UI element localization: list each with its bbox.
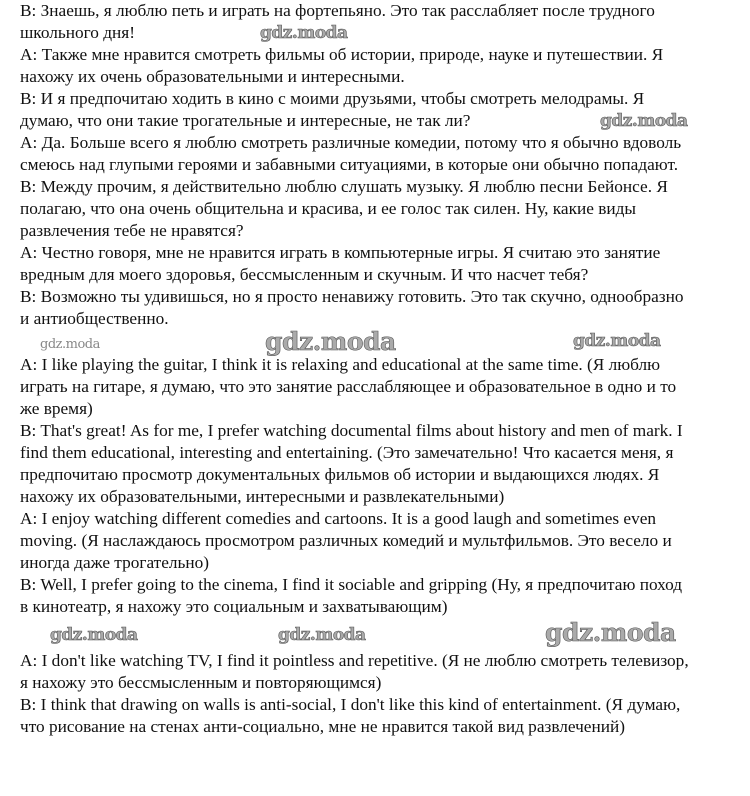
text-line: A: Честно говоря, мне не нравится играть в компьютерные игры. Я считаю это занятие (20, 243, 661, 262)
dialogue-line (20, 44, 684, 88)
dialogue-line (20, 0, 684, 44)
text-line: развлечения тебе не нравятся? (20, 221, 244, 240)
dialogue-line (20, 694, 689, 738)
dialogue-line (20, 286, 684, 330)
text-line: думаю, что они такие трогательные и интересные, не так ли? (20, 111, 471, 130)
text-line: B: Возможно ты удивишься, но я просто ненавижу готовить. Это так скучно, однообразно (20, 287, 684, 306)
dialogue-line (20, 650, 689, 694)
dialogue-line (20, 176, 684, 242)
dialogue-english-part2 (20, 508, 682, 618)
text-line: B: Знаешь, я люблю петь и играть на фортепьяно. Это так расслабляет после трудного (20, 1, 655, 20)
text-line: A: Да. Больше всего я люблю смотреть различные комедии, потому что я обычно вдоволь (20, 133, 682, 152)
watermark: gdz.moda (545, 618, 676, 647)
text-line: B: I think that drawing on walls is anti-social, I don't like this kind of entertainment. (Я думаю, (20, 695, 681, 714)
text-line: полагаю, что она очень общительна и красива, и ее голос так силен. Ну, какие виды (20, 199, 637, 218)
text-line: иногда даже трогательно) (20, 553, 210, 572)
text-line: предпочитаю просмотр документальных фильмов об истории и выдающихся людях. Я (20, 465, 660, 484)
text-line: что рисование на стенах анти-социально, мне не нравится такой вид развлечений) (20, 717, 625, 736)
dialogue-line (20, 354, 683, 420)
watermark: gdz.moda (40, 337, 100, 352)
dialogue-line (20, 420, 683, 508)
dialogue-line (20, 574, 682, 618)
watermark: gdz.moda (260, 23, 348, 43)
text-line: нахожу их очень образовательными и интересными. (20, 67, 405, 86)
text-line: A: Также мне нравится смотреть фильмы об истории, природе, науке и путешествии. Я (20, 45, 664, 64)
watermark: gdz.moda (50, 625, 138, 645)
text-line: B: И я предпочитаю ходить в кино с моими друзьями, чтобы смотреть мелодрамы. Я (20, 89, 645, 108)
text-line: смеюсь над глупыми героями и забавными ситуациями, в которые они обычно попадают. (20, 155, 679, 174)
text-line: B: That's great! As for me, I prefer watching documental films about history and men of mark. I (20, 421, 683, 440)
dialogue-line (20, 508, 682, 574)
text-line: я нахожу это бессмысленным и повторяющимся) (20, 673, 382, 692)
dialogue-line (20, 242, 684, 286)
watermark: gdz.moda (265, 327, 396, 356)
dialogue-english-part3 (20, 650, 689, 738)
watermark: gdz.moda (600, 111, 688, 131)
text-line: нахожу их образовательными, интересными и развлекательными) (20, 487, 505, 506)
watermark: gdz.moda (278, 625, 366, 645)
dialogue-russian (20, 0, 684, 330)
text-line: школьного дня! (20, 23, 135, 42)
text-line: и антиобщественно. (20, 309, 169, 328)
text-line: find them educational, interesting and entertaining. (Это замечательно! Что касается меня, я (20, 443, 674, 462)
text-line: B: Well, I prefer going to the cinema, I find it sociable and gripping (Ну, я предпочитаю поход (20, 575, 683, 594)
text-line: в кинотеатр, я нахожу это социальным и захватывающим) (20, 597, 448, 616)
text-line: играть на гитаре, я думаю, что это занятие расслабляющее и образовательное в одно и то (20, 377, 677, 396)
text-line: же время) (20, 399, 93, 418)
dialogue-line (20, 132, 684, 176)
dialogue-line (20, 88, 684, 132)
watermark: gdz.moda (573, 331, 661, 351)
text-line: moving. (Я наслаждаюсь просмотром различных комедий и мультфильмов. Это весело и (20, 531, 672, 550)
text-line: A: I don't like watching TV, I find it pointless and repetitive. (Я не люблю смотреть телевизор, (20, 651, 689, 670)
dialogue-english-part1 (20, 354, 683, 508)
text-line: A: I like playing the guitar, I think it is relaxing and educational at the same time. (Я люблю (20, 355, 661, 374)
text-line: A: I enjoy watching different comedies and cartoons. It is a good laugh and sometimes even (20, 509, 657, 528)
text-line: B: Между прочим, я действительно люблю слушать музыку. Я люблю песни Бейонсе. Я (20, 177, 668, 196)
text-line: вредным для моего здоровья, бессмысленным и скучным. И что насчет тебя? (20, 265, 589, 284)
